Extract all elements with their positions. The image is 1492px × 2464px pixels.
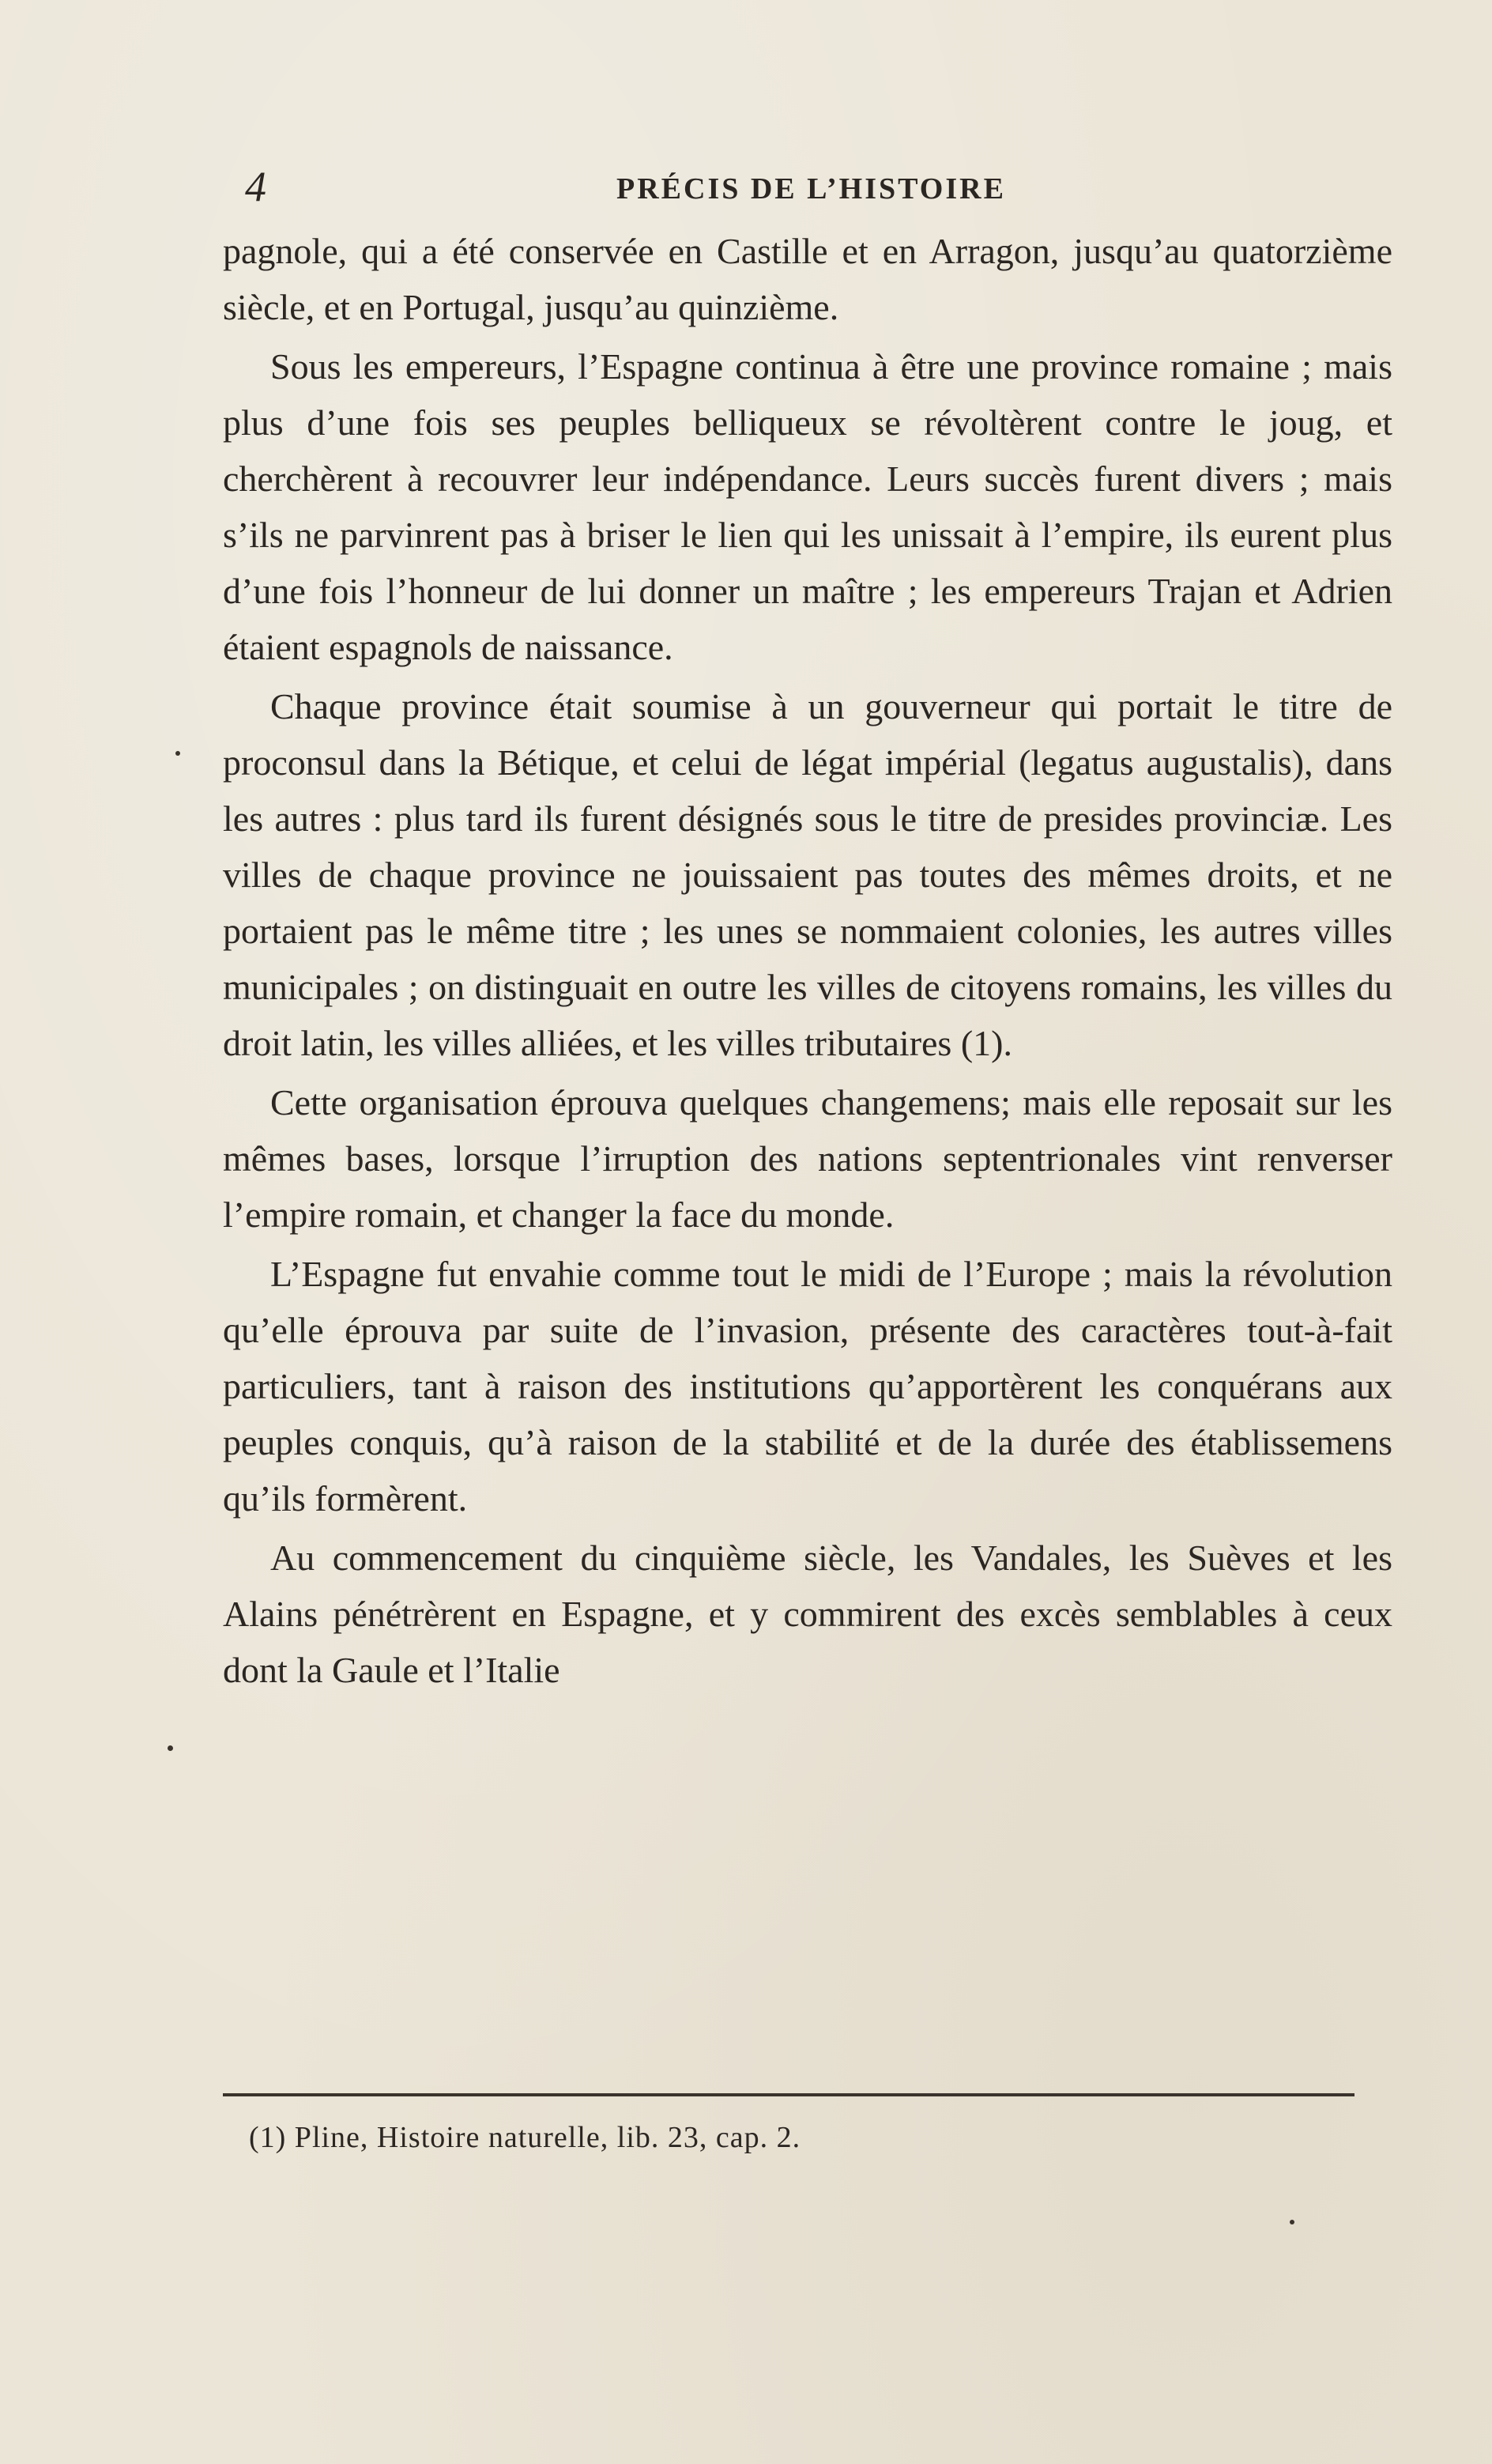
paper-speck: [175, 751, 180, 756]
paragraph-cinquieme-siecle: Au commencement du cinquième siècle, les Vandales, les Suèves et les Alains pénétrèrent en Espagne, et y commirent des excès semblables à ceux dont la Gaule et l’Italie: [223, 1538, 1392, 1690]
footnote: (1) Pline, Histoire naturelle, lib. 23, cap. 2.: [249, 2121, 801, 2154]
page-number: 4: [245, 163, 266, 210]
paragraph-continuation: pagnole, qui a été conservée en Castille et en Arragon, jusqu’au quatorzième siècle, et en Portugal, jusqu’au quinzième.: [223, 231, 1392, 327]
paper-speck: [1290, 2220, 1294, 2224]
paragraph-provinces: Chaque province était soumise à un gouverneur qui portait le titre de proconsul dans la Bétique, et celui de légat impérial (legatus augustalis), dans les autres : plus tard ils furent désignés sous le titre de presides provinciæ. Les villes de chaque province ne jouissaient pas toutes des mêmes droits, et ne portaient pas le même titre ; les unes se nommaient colonies, les autres villes municipales ; on distinguait en outre les villes de citoyens romains, les villes du droit latin, les villes alliées, et les villes tributaires (1).: [223, 686, 1392, 1063]
footnote-rule: [223, 2093, 1354, 2096]
paragraph-empereurs: Sous les empereurs, l’Espagne continua à être une province romaine ; mais plus d’une fois ses peuples belliqueux se révoltèrent contre le joug, et cherchèrent à recouvrer leur indépendance. Leurs succès furent divers ; mais s’ils ne parvinrent pas à briser le lien qui les unissait à l’empire, ils eurent plus d’une fois l’honneur de lui donner un maître ; les empereurs Trajan et Adrien étaient espagnols de naissance.: [223, 346, 1392, 667]
paper-speck: [168, 1745, 173, 1751]
paragraph-organisation: Cette organisation éprouva quelques changemens; mais elle reposait sur les mêmes bases, lorsque l’irruption des nations septentrionales vint renverser l’empire romain, et changer la face du monde.: [223, 1082, 1392, 1235]
body-text: [223, 223, 1392, 1701]
page-header: [237, 162, 1399, 209]
paragraph-invasion: L’Espagne fut envahie comme tout le midi de l’Europe ; mais la révolution qu’elle éprouva par suite de l’invasion, présente des caractères tout-à-fait particuliers, tant à raison des institutions qu’apportèrent les conquérans aux peuples conquis, qu’à raison de la stabilité et de la durée des établissemens qu’ils formèrent.: [223, 1254, 1392, 1519]
running-head: PRÉCIS DE L’HISTOIRE: [616, 172, 1006, 206]
